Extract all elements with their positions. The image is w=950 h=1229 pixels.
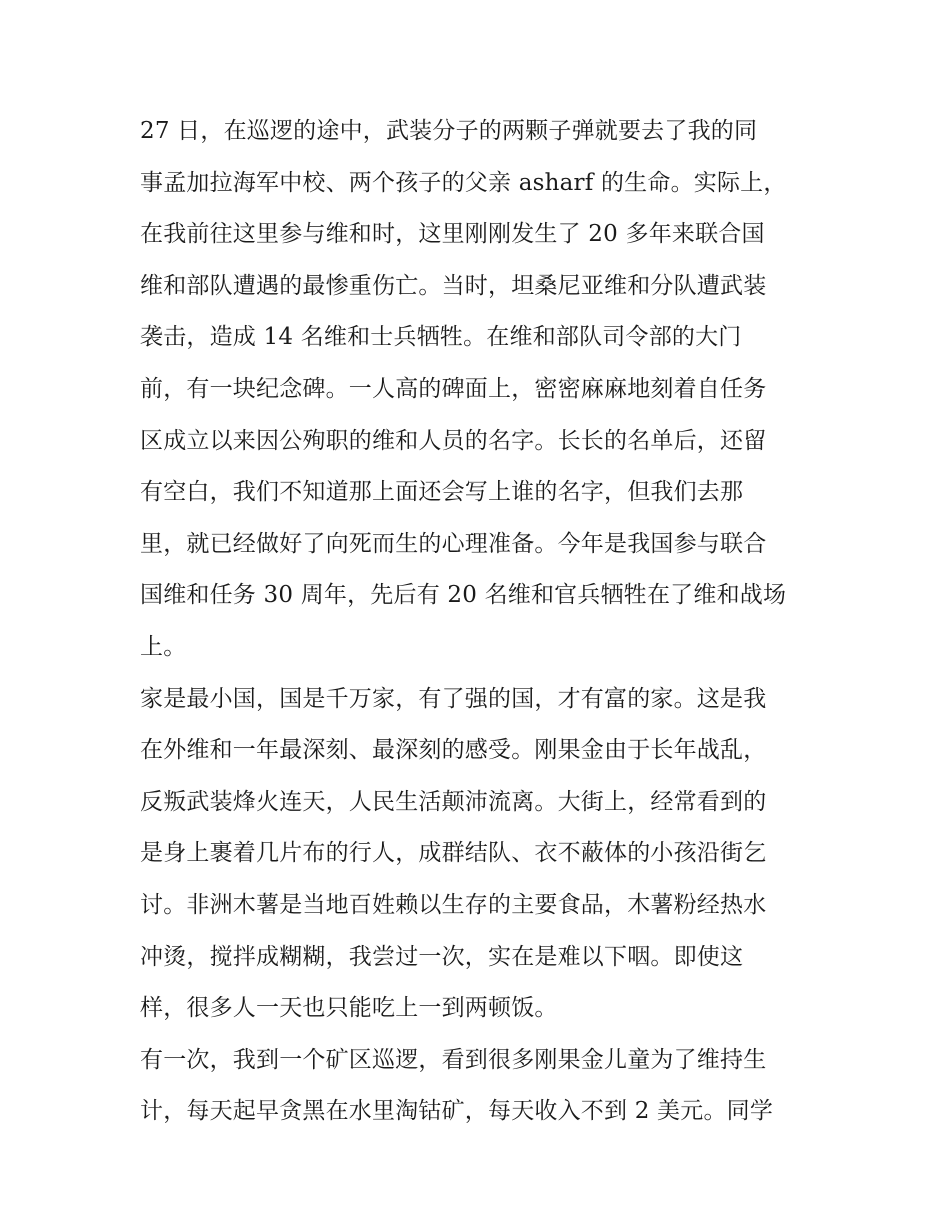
text-line: 前，有一块纪念碑。一人高的碑面上，密密麻麻地刻着自任务 [140, 375, 767, 402]
text-line: 27 日，在巡逻的途中，武装分子的两颗子弹就要去了我的同 [140, 118, 758, 144]
text-line: 里，就已经做好了向死而生的心理准备。今年是我国参与联合 [140, 530, 767, 557]
text-line: 家是最小国，国是千万家，有了强的国，才有富的家。这是我 [140, 685, 767, 712]
text-line: 袭击，造成 14 名维和士兵牺牲。在维和部队司令部的大门 [140, 324, 742, 351]
text-line: 维和部队遭遇的最惨重伤亡。当时，坦桑尼亚维和分队遭武装 [140, 272, 767, 299]
text-line: 在外维和一年最深刻、最深刻的感受。刚果金由于长年战乱， [140, 737, 767, 764]
text-line: 在我前往这里参与维和时，这里刚刚发生了 20 多年来联合国 [140, 221, 765, 248]
text-line: 区成立以来因公殉职的维和人员的名字。长长的名单后，还留 [140, 427, 767, 454]
text-line: 样，很多人一天也只能吃上一到两顿饭。 [140, 995, 558, 1022]
text-line: 讨。非洲木薯是当地百姓赖以生存的主要食品，木薯粉经热水 [140, 891, 767, 918]
text-line: 上。 [140, 633, 187, 660]
text-line: 冲烫，搅拌成糊糊，我尝过一次，实在是难以下咽。即使这 [140, 943, 744, 970]
body-text [140, 106, 820, 1138]
text-line: 事孟加拉海军中校、两个孩子的父亲 asharf 的生命。实际上， [140, 169, 787, 196]
text-line: 反叛武装烽火连天，人民生活颠沛流离。大街上，经常看到的 [140, 788, 767, 815]
text-line: 是身上裹着几片布的行人，成群结队、衣不蔽体的小孩沿街乞 [140, 840, 767, 867]
text-line: 有一次，我到一个矿区巡逻，看到很多刚果金儿童为了维持生 [140, 1046, 767, 1073]
text-line: 有空白，我们不知道那上面还会写上谁的名字，但我们去那 [140, 479, 744, 506]
text-line: 计，每天起早贪黑在水里淘钴矿，每天收入不到 2 美元。同学 [140, 1098, 774, 1125]
text-line: 国维和任务 30 周年，先后有 20 名维和官兵牺牲在了维和战场 [140, 582, 787, 609]
